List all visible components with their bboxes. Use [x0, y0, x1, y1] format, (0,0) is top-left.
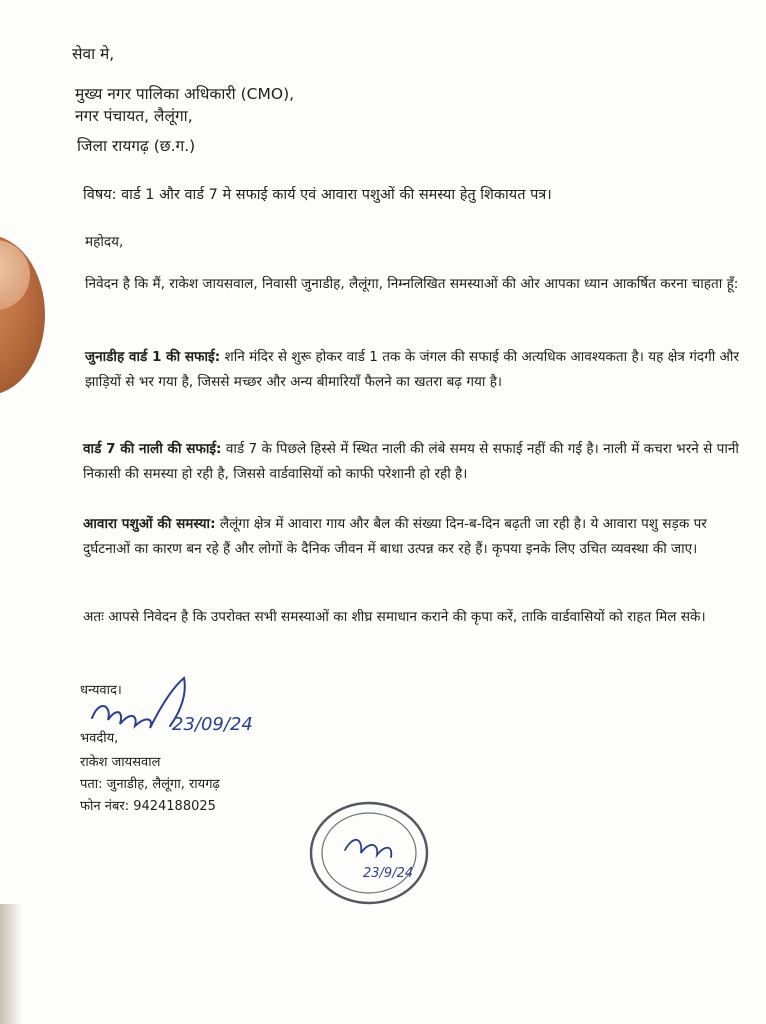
closing-request: अतः आपसे निवेदन है कि उपरोक्त सभी समस्याओं का शीघ्र समाधान कराने की कृपा करें, ताकि वार्डवासियों को राहत मिल सके। — [83, 609, 706, 625]
recipient-line-2: नगर पंचायत, लैलूंगा, — [75, 107, 193, 125]
point-3-paragraph — [83, 512, 753, 562]
point-1-text: शनि मंदिर से शुरू होकर वार्ड 1 तक के जंगल की सफाई की अत्यधिक आवश्यकता है। यह क्षेत्र गंदगी और झाड़ियों से भर गया है, जिससे मच्छर और अन्य बीमारियाँ फैलने का खतरा बढ़ गया है। — [85, 349, 740, 390]
subject-line: विषय: वार्ड 1 और वार्ड 7 मे सफाई कार्य एवं आवारा पशुओं की समस्या हेतु शिकायत पत्र। — [83, 187, 552, 203]
sender-name: राकेश जायसवाल — [80, 755, 161, 770]
point-1-heading: जुनाडीह वार्ड 1 की सफाई: — [85, 349, 221, 365]
point-2-text: वार्ड 7 के पिछले हिस्से में स्थित नाली की लंबे समय से सफाई नहीं की गई है। नाली में कचरा भरने से पानी निकासी की समस्या हो रही है, जिससे वार्डवासियों को काफी परेशानी हो रही है। — [83, 441, 739, 482]
sender-phone: फोन नंबर: 9424188025 — [80, 799, 216, 814]
salutation-to: सेवा मे, — [72, 45, 115, 63]
recipient-line-1: मुख्य नगर पालिका अधिकारी (CMO), — [75, 85, 295, 103]
recipient-line-3: जिला रायगढ़ (छ.ग.) — [77, 137, 196, 155]
point-3-heading: आवारा पशुओं की समस्या: — [83, 516, 216, 532]
office-seal-stamp — [305, 795, 435, 915]
intro-paragraph: निवेदन है कि मैं, राकेश जायसवाल, निवासी जुनाडीह, लैलूंगा, निम्नलिखित समस्याओं की ओर आपका ध्यान आकर्षित करना चाहता हूँ: — [85, 276, 739, 292]
yours-line: भवदीय, — [80, 731, 119, 746]
thanks-line: धन्यवाद। — [80, 683, 122, 698]
point-3-text: लैलूंगा क्षेत्र में आवारा गाय और बैल की संख्या दिन-ब-दिन बढ़ती जा रही है। ये आवारा पशु सड़क पर दुर्घटनाओं का कारण बन रहे हैं और लोगों के दैनिक जीवन में बाधा उत्पन्न कर रहे हैं। कृपया इनके लिए उचित व्यवस्था की जाए। — [83, 516, 707, 557]
sender-address: पता: जुनाडीह, लैलूंगा, रायगढ़ — [80, 777, 220, 792]
point-2-paragraph — [83, 437, 753, 487]
page-edge-shadow — [0, 904, 22, 1024]
greeting: महोदय, — [85, 234, 124, 250]
point-1-paragraph — [85, 345, 745, 395]
stamp-date: 23/9/24 — [363, 866, 414, 881]
signature-date: 23/09/24 — [172, 714, 253, 735]
point-2-heading: वार्ड 7 की नाली की सफाई: — [83, 441, 222, 457]
